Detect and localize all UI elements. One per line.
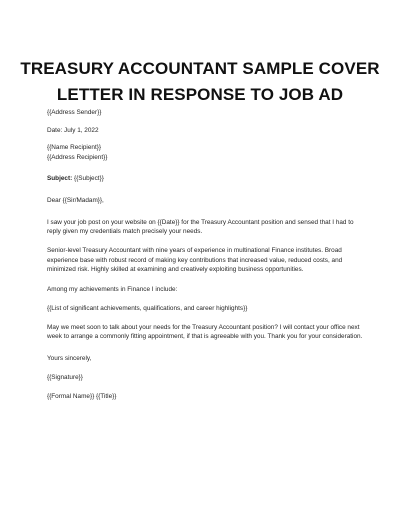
closing: Yours sincerely,	[47, 354, 92, 362]
subject-line	[47, 174, 363, 184]
signature: {{Signature}}	[47, 374, 83, 381]
formal-name-title: {{Formal Name}} {{Title}}	[47, 393, 117, 401]
subject-label: Subject:	[47, 175, 73, 183]
salutation: Dear {{Sir/Madam}},	[47, 196, 104, 204]
letter-body	[47, 108, 363, 402]
address-recipient: {{Address Recipient}}	[47, 153, 108, 161]
paragraph-intro: I saw your job post on your website on {{Date}} for the Treasury Accountant position and sensed that I had to reply given my credentials match precisely your needs.	[47, 218, 354, 236]
paragraph-achievements-intro: Among my achievements in Finance I include:	[47, 285, 178, 293]
paragraph-closing-request: May we meet soon to talk about your needs for the Treasury Accountant position? I will contact your office next week to arrange a commonly fitting appointment, if that is agreeable with you. Thank you for your consideration.	[47, 323, 363, 341]
subject-value: {{Subject}}	[72, 175, 104, 183]
address-sender: {{Address Sender}}	[47, 109, 102, 116]
letter-date: Date: July 1, 2022	[47, 126, 99, 134]
name-recipient: {{Name Recipient}}	[47, 144, 102, 152]
document-title	[20, 56, 380, 108]
title-line-2: LETTER IN RESPONSE TO JOB AD	[56, 85, 344, 104]
title-line-1: TREASURY ACCOUNTANT SAMPLE COVER	[20, 59, 380, 78]
paragraph-experience: Senior-level Treasury Accountant with nine years of experience in multinational Finance institutes. Broad experience base with robust record of making key contributions that increased value, reduced costs, and minimized risk. Highly skilled at examining and creatively exploiting business opportunities.	[47, 247, 343, 274]
paragraph-achievements-list: {{List of significant achievements, qualifications, and career highlights}}	[47, 304, 248, 312]
